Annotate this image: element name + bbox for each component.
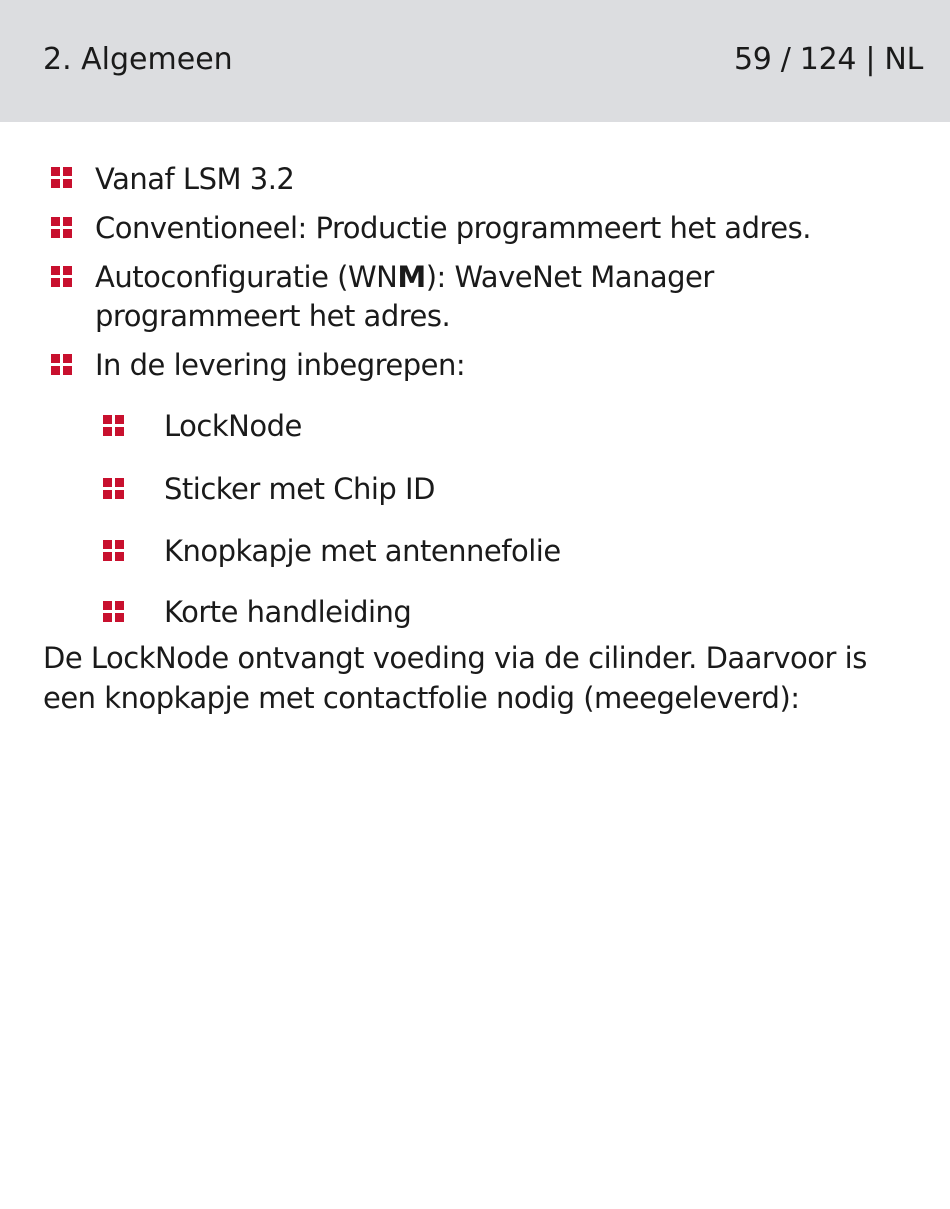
list-item-text: ): WaveNet Manager — [425, 260, 714, 294]
bullet-icon — [103, 601, 123, 623]
list-item: Conventioneel: Productie programmeert het adres. — [95, 211, 811, 245]
bullet-icon — [51, 266, 71, 288]
paragraph-line: een knopkapje met contactfolie nodig (meegeleverd): — [43, 681, 800, 715]
page-number: 59 / 124 | NL — [733, 42, 923, 77]
bullet-icon — [51, 354, 71, 376]
bullet-icon — [103, 415, 123, 437]
section-title: 2. Algemeen — [43, 42, 233, 77]
sub-list-item: Knopkapje met antennefolie — [164, 534, 561, 568]
body-paragraph — [43, 638, 933, 718]
list-item — [95, 258, 714, 297]
list-item-text: Autoconfiguratie (WN — [95, 260, 398, 294]
paragraph-line: De LockNode ontvangt voeding via de cilinder. Daarvoor is — [43, 641, 867, 675]
sub-list-item: LockNode — [164, 409, 302, 443]
list-item-continuation: programmeert het adres. — [95, 299, 451, 333]
sub-list-item: Sticker met Chip ID — [164, 472, 435, 506]
bullet-icon — [51, 217, 71, 239]
sub-list-item: Korte handleiding — [164, 595, 412, 629]
bullet-icon — [103, 478, 123, 500]
list-item: In de levering inbegrepen: — [95, 348, 466, 382]
list-item-bold-text: M — [397, 260, 426, 294]
page-header — [0, 0, 950, 122]
bullet-icon — [103, 540, 123, 562]
bullet-icon — [51, 167, 71, 189]
list-item: Vanaf LSM 3.2 — [95, 162, 295, 196]
